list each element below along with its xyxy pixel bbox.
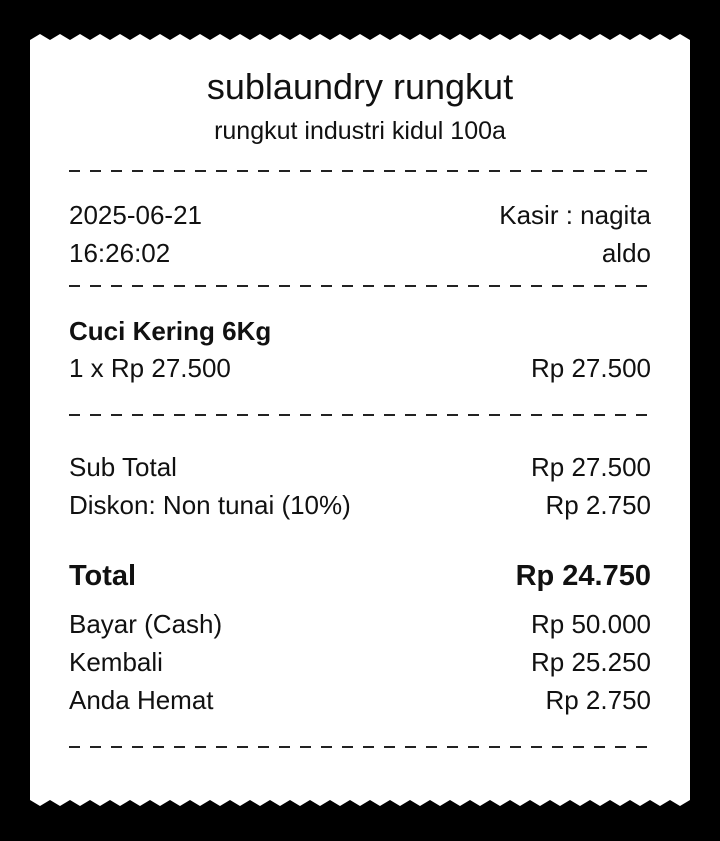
total-label: Total	[69, 560, 137, 592]
total-row	[69, 557, 651, 595]
divider	[69, 285, 651, 287]
item-detail-row	[69, 352, 651, 384]
discount-value: Rp 2.750	[545, 490, 651, 520]
item-name-row	[69, 315, 651, 347]
item-qty-price: 1 x Rp 27.500	[69, 353, 231, 383]
paid-label: Bayar (Cash)	[69, 609, 223, 639]
item-name: Cuci Kering 6Kg	[69, 316, 272, 346]
saved-value: Rp 2.750	[545, 685, 651, 715]
change-value: Rp 25.250	[531, 647, 651, 677]
store-name: sublaundry rungkut	[206, 66, 514, 107]
discount-row	[69, 489, 651, 521]
customer-name: aldo	[601, 238, 651, 268]
subtotal-label: Sub Total	[69, 452, 177, 482]
divider	[69, 414, 651, 416]
divider	[69, 170, 651, 172]
saved-row	[69, 684, 651, 716]
change-label: Kembali	[69, 647, 163, 677]
item-amount: Rp 27.500	[531, 353, 651, 383]
subtotal-value: Rp 27.500	[531, 452, 651, 482]
cashier: Kasir : nagita	[499, 200, 651, 230]
date: 2025-06-21	[69, 200, 202, 230]
saved-label: Anda Hemat	[69, 685, 214, 715]
change-row	[69, 646, 651, 678]
paid-row	[69, 608, 651, 640]
store-address: rungkut industri kidul 100a	[214, 117, 506, 145]
total-value: Rp 24.750	[515, 560, 651, 592]
meta-row-time	[69, 237, 651, 269]
paid-value: Rp 50.000	[531, 609, 651, 639]
receipt	[69, 0, 651, 841]
subtotal-row	[69, 451, 651, 483]
divider	[69, 746, 651, 748]
discount-label: Diskon: Non tunai (10%)	[69, 490, 351, 520]
time: 16:26:02	[69, 238, 171, 268]
meta-row-date	[69, 199, 651, 231]
